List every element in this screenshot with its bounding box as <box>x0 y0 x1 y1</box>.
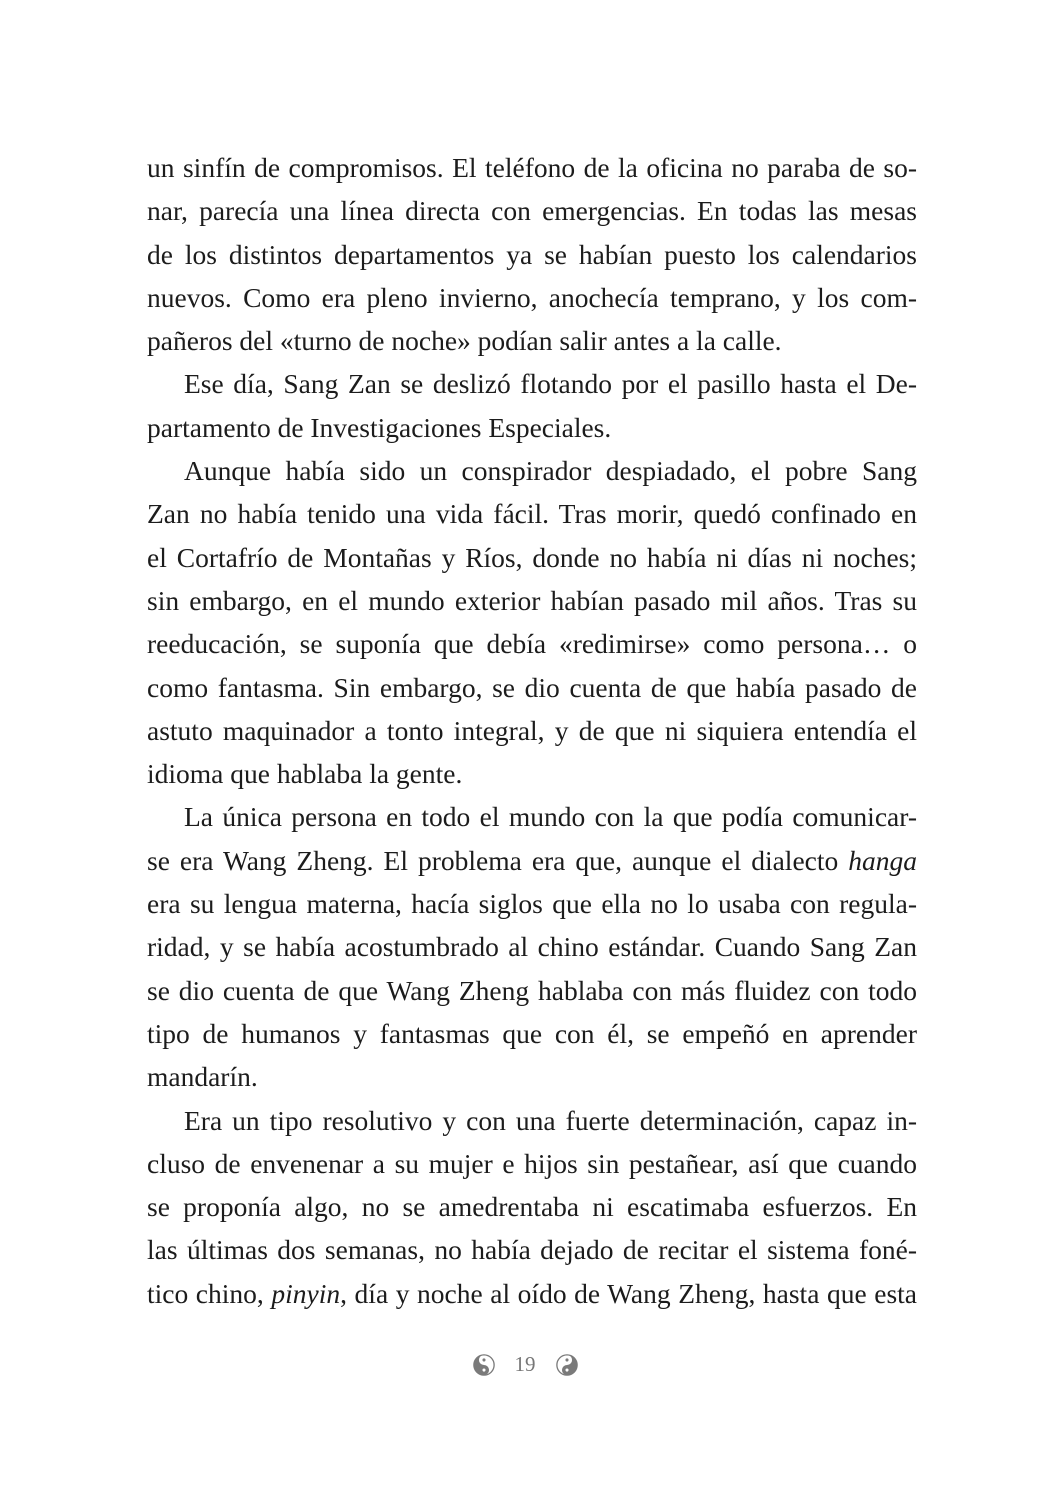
text-line <box>147 1099 917 1142</box>
text-line <box>147 1185 917 1228</box>
text-segment: un sinfín de compromisos. El teléfono de la oficina no paraba de so- <box>147 152 917 183</box>
text-line <box>147 882 917 925</box>
text-segment: el Cortafrío de Montañas y Ríos, donde no había ni días ni noches; <box>147 541 917 573</box>
text-line <box>147 1228 917 1271</box>
text-line <box>147 795 917 838</box>
text-segment: se proponía algo, no se amedrentaba ni escatimaba esfuerzos. En <box>147 1191 917 1223</box>
text-segment: idioma que hablaba la gente. <box>147 758 463 790</box>
text-segment: mandarín. <box>147 1061 258 1093</box>
text-line <box>147 449 917 492</box>
text-line <box>147 536 917 579</box>
paragraph <box>147 795 917 1098</box>
text-line <box>147 1012 917 1055</box>
text-segment: Era un tipo resolutivo y con una fuerte determinación, capaz in- <box>184 1104 917 1136</box>
text-line <box>147 189 917 232</box>
text-segment: se dio cuenta de que Wang Zheng hablaba con más fluidez con todo <box>147 974 917 1006</box>
text-segment: tico chino, <box>147 1277 272 1309</box>
text-line <box>147 622 917 665</box>
text-segment: astuto maquinador a tonto integral, y de que ni siquiera entendía el <box>147 714 917 746</box>
text-line <box>147 1272 917 1315</box>
text-segment: , día y noche al oído de Wang Zheng, hasta que esta <box>340 1277 917 1309</box>
text-segment: las últimas dos semanas, no había dejado de recitar el sistema foné- <box>147 1234 917 1266</box>
italic-term: pinyin <box>271 1277 341 1309</box>
text-segment: cluso de envenenar a su mujer e hijos sin pestañear, así que cuando <box>147 1147 917 1179</box>
text-segment: pañeros del «turno de noche» podían salir antes a la calle. <box>147 325 782 357</box>
text-line <box>147 666 917 709</box>
text-segment: sin embargo, en el mundo exterior habían pasado mil años. Tras su <box>147 584 917 616</box>
yin-yang-icon <box>556 1354 578 1376</box>
text-segment: Ese día, Sang Zan se deslizó flotando por el pasillo hasta el De- <box>184 368 917 400</box>
page-footer <box>0 1352 1050 1382</box>
text-line <box>147 362 917 405</box>
text-line <box>147 839 917 882</box>
paragraph <box>147 1099 917 1315</box>
text-segment: era su lengua materna, hacía siglos que ella no lo usaba con regula- <box>147 888 917 920</box>
page-body <box>147 146 917 1315</box>
text-segment: ridad, y se había acostumbrado al chino estándar. Cuando Sang Zan <box>147 931 917 963</box>
text-segment: tipo de humanos y fantasmas que con él, se empeñó en aprender <box>147 1017 917 1049</box>
paragraph <box>147 146 917 362</box>
text-line <box>147 319 917 362</box>
text-line <box>147 276 917 319</box>
page-number: 19 <box>514 1352 536 1376</box>
yin-yang-icon <box>473 1354 495 1376</box>
text-segment: La única persona en todo el mundo con la que podía comunicar- <box>184 801 917 833</box>
text-line <box>147 969 917 1012</box>
text-segment: se era Wang Zheng. El problema era que, aunque el dialecto <box>147 844 849 876</box>
paragraph <box>147 362 917 449</box>
text-segment: reeducación, se suponía que debía «redimirse» como persona… o <box>147 628 917 660</box>
text-line <box>147 579 917 622</box>
text-segment: Zan no había tenido una vida fácil. Tras morir, quedó confinado en <box>147 498 917 530</box>
text-line <box>147 406 917 449</box>
text-segment: Aunque había sido un conspirador despiadado, el pobre Sang <box>184 455 917 487</box>
italic-term: hanga <box>848 844 917 876</box>
paragraph <box>147 449 917 795</box>
text-segment: partamento de Investigaciones Especiales. <box>147 411 612 443</box>
text-line <box>147 1055 917 1098</box>
text-line <box>147 492 917 535</box>
text-line <box>147 752 917 795</box>
text-segment: de los distintos departamentos ya se habían puesto los calendarios <box>147 238 917 270</box>
text-line <box>147 925 917 968</box>
text-line <box>147 709 917 752</box>
text-segment: nar, parecía una línea directa con emergencias. En todas las mesas <box>147 195 917 227</box>
text-line <box>147 1142 917 1185</box>
text-segment: como fantasma. Sin embargo, se dio cuenta de que había pasado de <box>147 671 917 703</box>
text-line <box>147 233 917 276</box>
text-segment: nuevos. Como era pleno invierno, anochecía temprano, y los com- <box>147 281 917 313</box>
text-line <box>147 146 917 189</box>
